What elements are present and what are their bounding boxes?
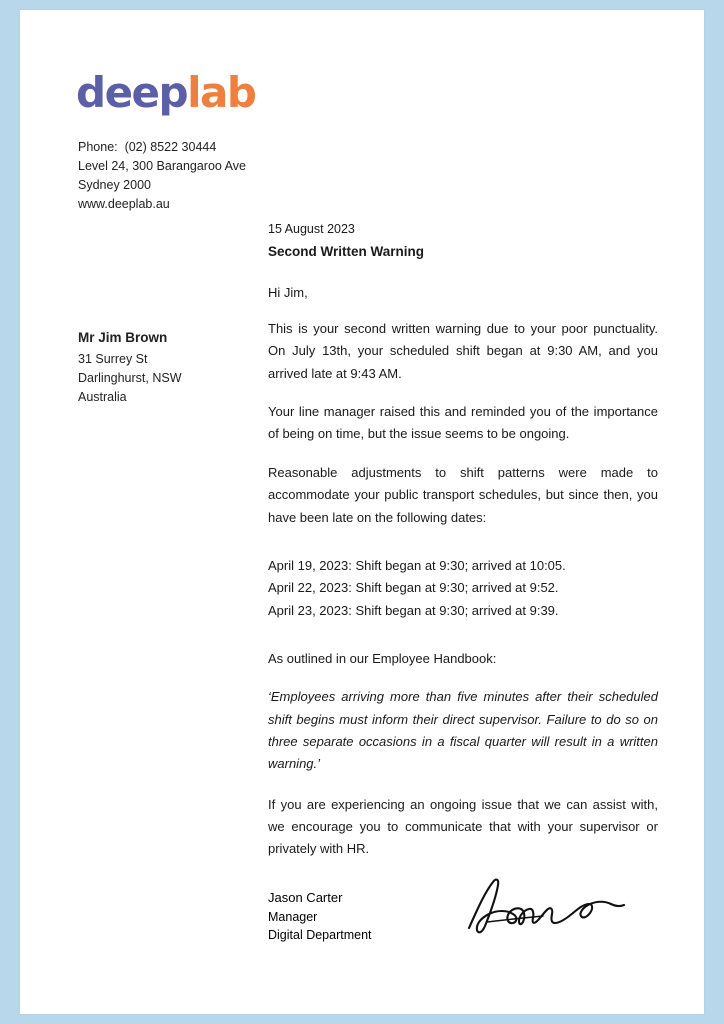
letter-date: 15 August 2023: [268, 222, 355, 236]
late-date-item: April 23, 2023: Shift began at 9:30; arrived at 9:39.: [268, 602, 559, 618]
company-website: www.deeplab.au: [78, 197, 170, 211]
recipient-street: 31 Surrey St: [78, 351, 148, 366]
letter-paragraph: Reasonable adjustments to shift patterns were made to accommodate your public transport schedules, but since then, you have been late on the following dates:: [268, 464, 658, 525]
recipient-name: Mr Jim Brown: [78, 330, 168, 345]
handwritten-signature-icon: [463, 876, 633, 936]
letter-salutation: Hi Jim,: [268, 285, 308, 300]
signatory-name: Jason Carter: [268, 890, 343, 905]
recipient-address-block: [78, 328, 278, 407]
handbook-quote: ‘Employees arriving more than five minutes after their scheduled shift begins must inform their direct supervisor. Failure to do so on three separate occasions in a fiscal quarter will result in a written warning.’: [268, 689, 658, 772]
letter-closing-paragraph: If you are experiencing an ongoing issue that we can assist with, we encourage you to communicate that with your supervisor or privately with HR.: [268, 796, 658, 857]
signatory-role: Manager: [268, 909, 318, 924]
handbook-intro: As outlined in our Employee Handbook:: [268, 650, 497, 666]
company-phone: Phone: (02) 8522 30444: [78, 140, 217, 154]
letter-body: [268, 222, 658, 877]
letter-subject: Second Written Warning: [268, 244, 425, 259]
late-date-item: April 19, 2023: Shift began at 9:30; arrived at 10:05.: [268, 557, 566, 573]
recipient-country: Australia: [78, 389, 127, 404]
letter-paragraph: Your line manager raised this and reminded you of the importance of being on time, but the issue seems to be ongoing.: [268, 404, 658, 442]
company-contact-block: [78, 138, 308, 214]
signatory-department: Digital Department: [268, 927, 372, 942]
late-dates-list: [268, 555, 658, 622]
letter-paragraph: This is your second written warning due to your poor punctuality. On July 13th, your scheduled shift began at 9:30 AM, and you arrived late at 9:43 AM.: [268, 321, 658, 381]
recipient-suburb: Darlinghurst, NSW: [78, 370, 182, 385]
logo-text-deep: deep: [76, 68, 188, 117]
company-logo: [76, 68, 256, 117]
signature-block: [268, 888, 668, 944]
company-address-line-1: Level 24, 300 Barangaroo Ave: [78, 159, 246, 173]
document-page: [20, 10, 704, 1014]
logo-text-lab: lab: [187, 68, 256, 117]
company-address-line-2: Sydney 2000: [78, 178, 151, 192]
late-date-item: April 22, 2023: Shift began at 9:30; arrived at 9:52.: [268, 580, 559, 596]
